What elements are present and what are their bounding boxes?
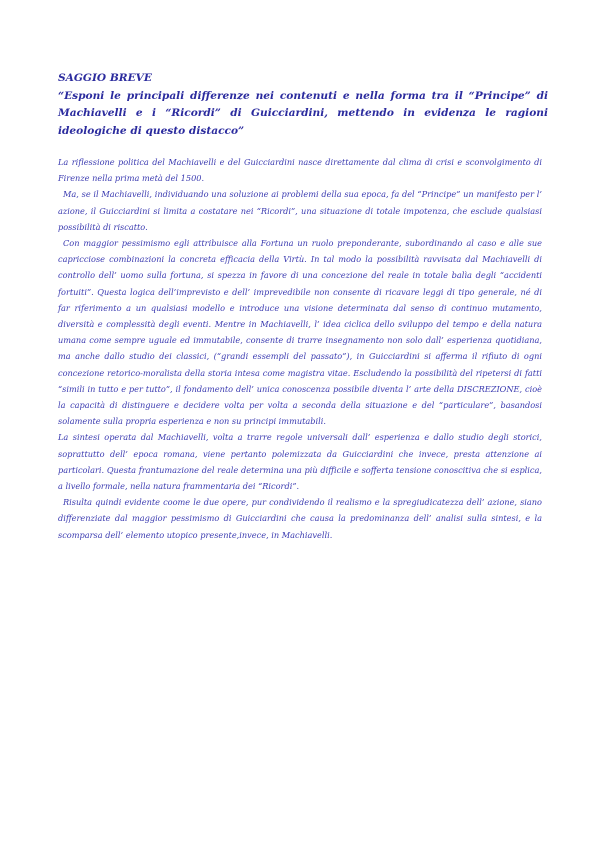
essay-body xyxy=(58,154,542,543)
essay-paragraph: Risulta quindi evidente coome le due opere, pur condividendo il realismo e la spregiudicatezza dell’ azione, siano differenziate dal maggior pessimismo di Guicciardini che causa la predominanza dell’ analisi sulla sintesi, e la scomparsa dell’ elemento utopico presente,invece, in Machiavelli. xyxy=(58,497,542,540)
essay-question: “Esponi le principali differenze nei contenuti e nella forma tra il “Principe” di Machiavelli e i “Ricordi” di Guicciardini, mettendo in evidenza le ragioni ideologiche di questo distacco” xyxy=(58,89,548,137)
essay-type-label: SAGGIO BREVE xyxy=(58,72,152,84)
essay-paragraph: La riflessione politica del Machiavelli e del Guicciardini nasce direttamente dal clima di crisi e sconvolgimento di Firenze nella prima metà del 1500. xyxy=(58,157,542,184)
essay-heading xyxy=(58,70,548,140)
essay-paragraph: Ma, se il Machiavelli, individuando una soluzione ai problemi della sua epoca, fa del “Principe” un manifesto per l’ azione, il Guicciardini si limita a costatare nei “Ricordi”, una situazione di totale impotenza, che esclude qualsiasi possibilità di riscatto. xyxy=(58,189,542,232)
essay-paragraph: La sintesi operata dal Machiavelli, volta a trarre regole universali dall’ esperienza e dallo studio degli storici, soprattutto dell’ epoca romana, viene pertanto polemizzata da Guicciardini che invece, presta attenzione ai particolari. Questa frantumazione del reale determina una più difficile e sofferta tensione conoscitiva che si esplica, a livello formale, nella natura frammentaria dei “Ricordi”. xyxy=(58,432,542,492)
essay-paragraph: Con maggior pessimismo egli attribuisce alla Fortuna un ruolo preponderante, subordinando al caso e alle sue capricciose combinazioni la concreta efficacia della Virtù. In tal modo la possibilità ravvisata dal Machiavelli di controllo dell’ uomo sulla fortuna, si spezza in favore di una concezione del reale in totale balìa degli “accidenti fortuiti”. Questa logica dell’imprevisto e dell’ imprevedibile non consente di ricavare leggi di tipo generale, né di far riferimento a un qualsiasi modello e introduce una visione determinata dal senso di continuo mutamento, diversità e complessità degli eventi. Mentre in Machiavelli, l’ idea ciclica dello sviluppo del tempo e della natura umana come sempre uguale ed immutabile, consente di trarre insegnamento non solo dall’ esperienza quotidiana, ma anche dallo studio dei classici, (“grandi essempli del passato”), in Guicciardini si afferma il rifiuto di ogni concezione retorico-moralista della storia intesa come magistra vitae. Escludendo la possibilità del ripetersi di fatti “simili in tutto e per tutto”, il fondamento dell’ unica conoscenza possibile diventa l’ arte della DISCREZIONE, cioè la capacità di distinguere e decidere volta per volta a seconda della situazione e del “particulare”, basandosi solamente sulla propria esperienza e non su principi immutabili. xyxy=(58,238,542,427)
